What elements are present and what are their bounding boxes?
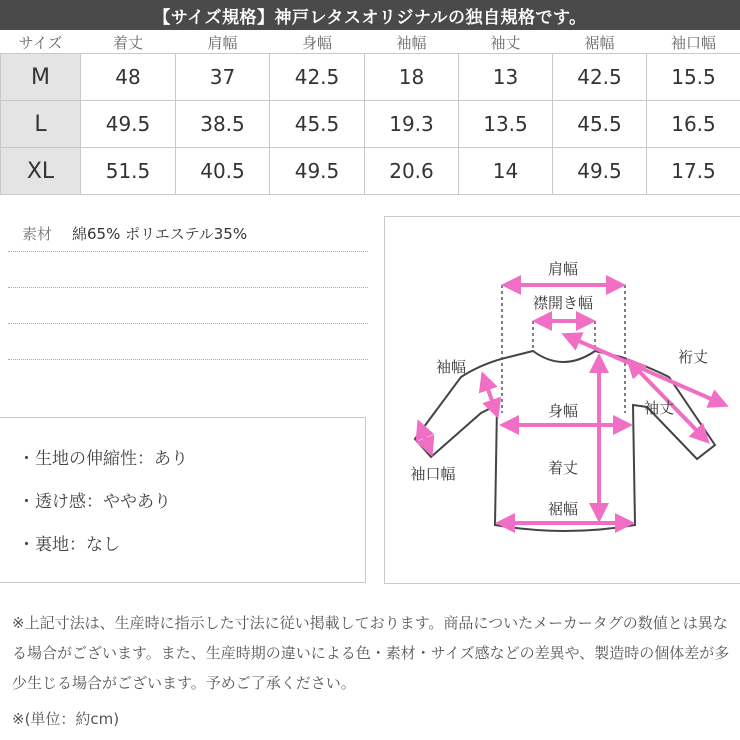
size-label: M (1, 54, 81, 101)
column-header: 着丈 (112, 34, 143, 52)
table-cell: 40.5 (176, 148, 270, 195)
table-cell: 18 (365, 54, 459, 101)
column-header: 肩幅 (207, 34, 238, 52)
table-cell: 48 (81, 54, 176, 101)
label-body-width: 身幅 (547, 402, 579, 420)
header-title: 【サイズ規格】神戸レタスオリジナルの独自規格です。 (0, 0, 740, 30)
table-cell: 16.5 (647, 101, 740, 148)
disclaimer-text: ※上記寸法は、生産時に指示した寸法に従い掲載しております。商品についたメーカータグの数値とは異なる場合がございます。また、生産時期の違いによる色・素材・サイズ感などの差異や、製造時の個体差が多少生じる場合がございます。予めご了承ください。 (12, 614, 730, 692)
label-neck: 襟開き幅 (532, 294, 594, 312)
material-label: 素材 (22, 225, 53, 243)
size-label: XL (1, 148, 81, 195)
material-section (8, 216, 368, 360)
material-value: 綿65% ポリエステル35% (72, 225, 248, 243)
table-cell: 13 (459, 54, 553, 101)
label-hem: 裾幅 (547, 500, 579, 518)
table-cell: 45.5 (270, 101, 365, 148)
table-cell: 38.5 (176, 101, 270, 148)
garment-diagram (385, 217, 740, 585)
table-cell: 17.5 (647, 148, 740, 195)
column-header: 袖幅 (396, 34, 427, 52)
label-shoulder: 肩幅 (547, 260, 579, 278)
material-row (8, 216, 368, 252)
size-label: L (1, 101, 81, 148)
unit-note: ※(単位：約cm) (12, 710, 120, 728)
table-cell: 14 (459, 148, 553, 195)
table-cell: 19.3 (365, 101, 459, 148)
table-cell: 37 (176, 54, 270, 101)
table-row (1, 148, 740, 195)
column-header: 袖口幅 (670, 34, 716, 52)
size-table (0, 32, 740, 195)
column-header: 身幅 (301, 34, 332, 52)
note-stretch: ・生地の伸縮性：あり (18, 449, 188, 469)
table-cell: 49.5 (553, 148, 647, 195)
label-sleeve-width: 袖幅 (435, 358, 467, 376)
table-cell: 49.5 (81, 101, 176, 148)
blank-row (8, 324, 368, 360)
label-yuki: 裄丈 (677, 348, 709, 366)
table-row (1, 101, 740, 148)
label-length: 着丈 (547, 459, 579, 477)
table-cell: 42.5 (270, 54, 365, 101)
table-cell: 49.5 (270, 148, 365, 195)
note-sheerness: ・透け感：ややあり (18, 492, 171, 512)
blank-row (8, 252, 368, 288)
label-cuff: 袖口幅 (410, 465, 456, 483)
table-cell: 13.5 (459, 101, 553, 148)
blank-row (8, 288, 368, 324)
column-header: サイズ (18, 34, 63, 52)
table-cell: 51.5 (81, 148, 176, 195)
measurement-diagram (384, 216, 740, 584)
note-lining: ・裏地：なし (18, 535, 120, 555)
fabric-notes (0, 417, 366, 583)
label-sleeve-length: 袖丈 (643, 399, 675, 417)
table-cell: 42.5 (553, 54, 647, 101)
column-header: 裾幅 (584, 34, 615, 52)
table-header-row (1, 32, 740, 54)
table-row (1, 54, 740, 101)
table-cell: 45.5 (553, 101, 647, 148)
table-cell: 20.6 (365, 148, 459, 195)
column-header: 袖丈 (490, 34, 521, 52)
table-cell: 15.5 (647, 54, 740, 101)
